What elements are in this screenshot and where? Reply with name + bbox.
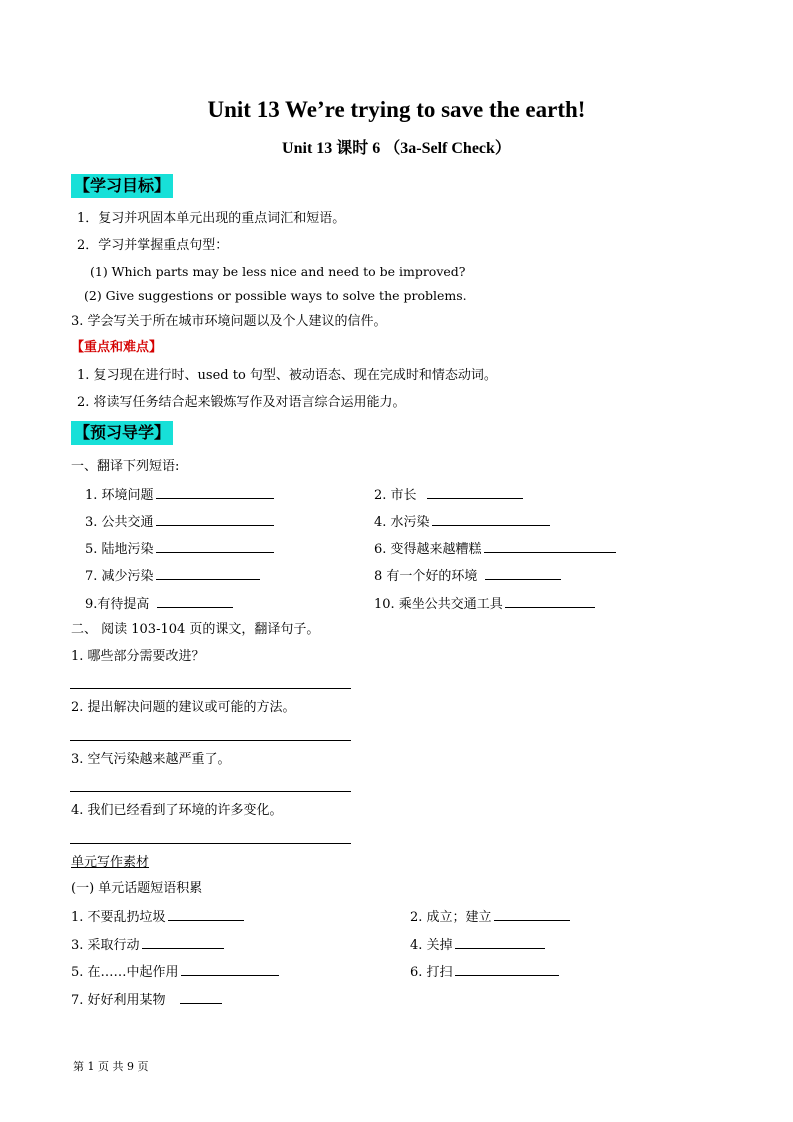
- writing-item: 4. 关掉: [410, 936, 545, 954]
- key-point-item: 1. 复习现在进行时、used to 句型、被动语态、现在完成时和情态动词。: [77, 368, 497, 383]
- page-footer: 第 1 页 共 9 页: [73, 1060, 149, 1073]
- objective-item: 2．学习并掌握重点句型：: [77, 238, 229, 253]
- phrase-item: 10. 乘坐公共交通工具: [374, 595, 595, 613]
- key-point-item: 2. 将读写任务结合起来锻炼写作及对语言综合运用能力。: [77, 395, 406, 410]
- objective-item: 3. 学会写关于所在城市环境问题以及个人建议的信件。: [71, 314, 387, 329]
- sentence-item: 2. 提出解决问题的建议或可能的方法。: [71, 700, 296, 715]
- writing-subtitle: (一) 单元话题短语积累: [71, 881, 203, 896]
- sentence-item: 3. 空气污染越来越严重了。: [71, 752, 231, 767]
- phrase-item: 1. 环境问题: [85, 486, 274, 504]
- answer-line: [70, 791, 351, 792]
- phrase-item: 2. 市长: [374, 486, 523, 504]
- document-title: Unit 13 We’re trying to save the earth!: [207, 97, 586, 122]
- objectives-heading: 【学习目标】: [71, 174, 173, 198]
- phrase-item: 8 有一个好的环境: [374, 567, 561, 585]
- writing-title: 单元写作素材: [71, 855, 150, 870]
- preview-heading: 【预习导学】: [71, 421, 173, 445]
- phrase-item: 3. 公共交通: [85, 513, 274, 531]
- phrase-item: 7. 减少污染: [85, 567, 260, 585]
- answer-line: [70, 740, 351, 741]
- part2-title: 二、 阅读 103-104 页的课文，翻译句子。: [71, 622, 320, 637]
- phrase-item: 4. 水污染: [374, 513, 550, 531]
- objective-item: (1) Which parts may be less nice and need to be improved?: [90, 264, 466, 279]
- answer-line: [70, 688, 351, 689]
- part1-title: 一、翻译下列短语:: [71, 459, 180, 474]
- sentence-item: 4. 我们已经看到了环境的许多变化。: [71, 803, 283, 818]
- lesson-subtitle: Unit 13 课时 6 （3a-Self Check）: [282, 140, 511, 157]
- phrase-item: 6. 变得越来越糟糕: [374, 540, 616, 558]
- objective-item: 1．复习并巩固本单元出现的重点词汇和短语。: [77, 211, 346, 226]
- phrase-item: 5. 陆地污染: [85, 540, 274, 558]
- key-points-heading: 【重点和难点】: [71, 340, 163, 355]
- writing-item: 3. 采取行动: [71, 936, 224, 954]
- writing-item: 6. 打扫: [410, 963, 559, 981]
- writing-item: 1. 不要乱扔垃圾: [71, 908, 244, 926]
- answer-line: [70, 843, 351, 844]
- phrase-item: 9.有待提高: [85, 595, 233, 613]
- writing-item: 2. 成立；建立: [410, 908, 570, 926]
- objective-item: (2) Give suggestions or possible ways to solve the problems.: [84, 288, 467, 303]
- writing-item: 7. 好好利用某物: [71, 991, 222, 1009]
- sentence-item: 1. 哪些部分需要改进？: [71, 649, 205, 664]
- writing-item: 5. 在……中起作用: [71, 963, 279, 981]
